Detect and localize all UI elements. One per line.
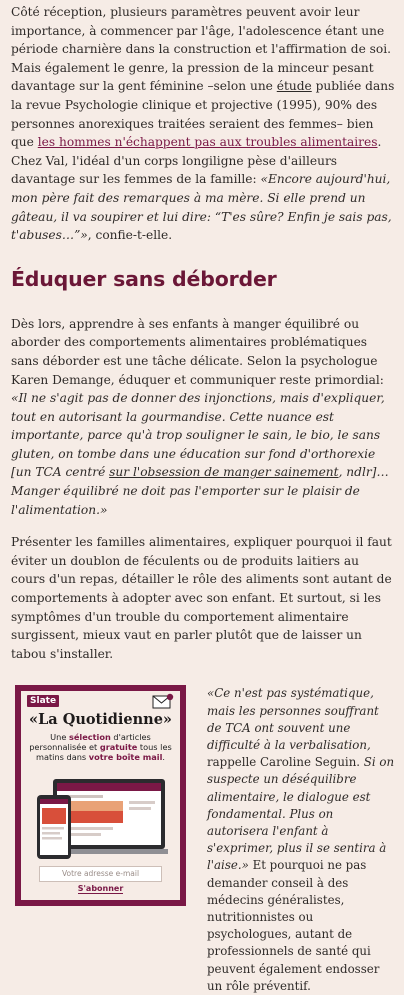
text: .	[162, 752, 166, 763]
side-text	[186, 685, 395, 995]
link-orthorexie[interactable]: sur l'obsession de manger sainement	[109, 465, 339, 480]
text-strong: votre boîte mail	[88, 752, 163, 763]
mail-icon	[152, 693, 174, 709]
quote-seguin: «Ce n'est pas systématique, mais les personnes souffrant de TCA ont souvent une difficulté à la verbalisation,	[207, 686, 379, 753]
text-strong: sélection	[69, 732, 111, 743]
bottom-row	[11, 685, 395, 995]
quote-val: «Encore aujourd'hui, mon père fait des remarques à ma mère. Si elle prend un gâteau, il va soupirer et lui dire: “T'es sûre? Enfin je sais pas, t'abuses…”»	[11, 172, 392, 243]
devices-illustration	[33, 777, 168, 861]
paragraph-seguin	[207, 685, 395, 995]
newsletter-ad[interactable]	[15, 685, 186, 906]
text: «Il ne s'agit pas de donner des injonctions, mais d'expliquer, tout en autorisant la gourmandise. Cette nuance est importante, parce qu'à trop souligner le sain, le bio, le sans gluten, on tombe dans une éducation sur fond d'orthorexie [un TCA centré	[11, 391, 385, 480]
subscribe-label: S'abonner	[77, 884, 124, 894]
text: . Chez Val, l'idéal d'un corps longiligne pèse d'ailleurs davantage sur les femmes de la famille:	[11, 135, 382, 187]
quote-seguin-2: Si on suspecte un déséquilibre alimentaire, le dialogue est fondamental. Plus on autorisera l'enfant à s'exprimer, plus il se sentira à l'aise.»	[207, 755, 395, 873]
text: d'articles personnalisée et	[29, 732, 151, 753]
newsletter-ad-inner	[21, 691, 180, 900]
slate-logo: Slate	[27, 695, 59, 707]
paragraph-reception	[11, 0, 395, 245]
paragraph-eduquer	[11, 315, 395, 520]
text: Une	[50, 732, 69, 743]
text: Côté réception, plusieurs paramètres peuvent avoir leur importance, à commencer par l'âge, l'adolescence étant une période charnière dans la construction et l'affirmation de soi. Mais également le genre, la pression de la minceur pesant davantage sur la gent féminine –selon une	[11, 5, 392, 94]
quote-demange	[11, 391, 389, 517]
text: rappelle Caroline Seguin.	[207, 755, 364, 770]
text: publiée dans la revue Psychologie clinique et projective (1995), 90% des personnes anorexiques traitées seraient des femmes– bien que	[11, 79, 395, 150]
section-heading: Éduquer sans déborder	[11, 266, 277, 291]
text: , ndlr]… Manger équilibré ne doit pas l'emporter sur le plaisir de l'alimentation.»	[11, 465, 389, 517]
link-etude[interactable]: étude	[276, 79, 312, 94]
subscribe-button[interactable]	[21, 884, 180, 893]
text: tous les matins dans	[35, 742, 172, 763]
paragraph-familles: Présenter les familles alimentaires, expliquer pourquoi il faut éviter un doublon de féculents ou de produits laitiers au cours d'un repas, détailler le rôle des aliments sont autant de comportements à adopter avec son enfant. Et surtout, si les symptômes d'un trouble du comportement alimentaire surgissent, mieux vaut en parler plutôt que de laisser un tabou s'installer.	[11, 535, 392, 661]
text: , confie-t-elle.	[87, 228, 173, 243]
text: Dès lors, apprendre à ses enfants à manger équilibré ou aborder des comportements alimentaires problématiques sans déborder est une tâche délicate. Selon la psychologue Karen Demange, éduquer et communiquer reste primordial:	[11, 316, 384, 387]
text-strong: gratuite	[99, 742, 138, 753]
email-input[interactable]: Votre adresse e-mail	[39, 866, 162, 882]
newsletter-title: «La Quotidienne»	[29, 711, 172, 729]
link-hommes-troubles[interactable]: les hommes n'échappent pas aux troubles alimentaires	[37, 135, 378, 150]
text: Et pourquoi ne pas demander conseil à des médecins généralistes, nutritionnistes ou psychologues, autant de professionnels de santé qui peuvent également endosser un rôle préventif.	[207, 858, 380, 993]
newsletter-description	[29, 732, 172, 762]
